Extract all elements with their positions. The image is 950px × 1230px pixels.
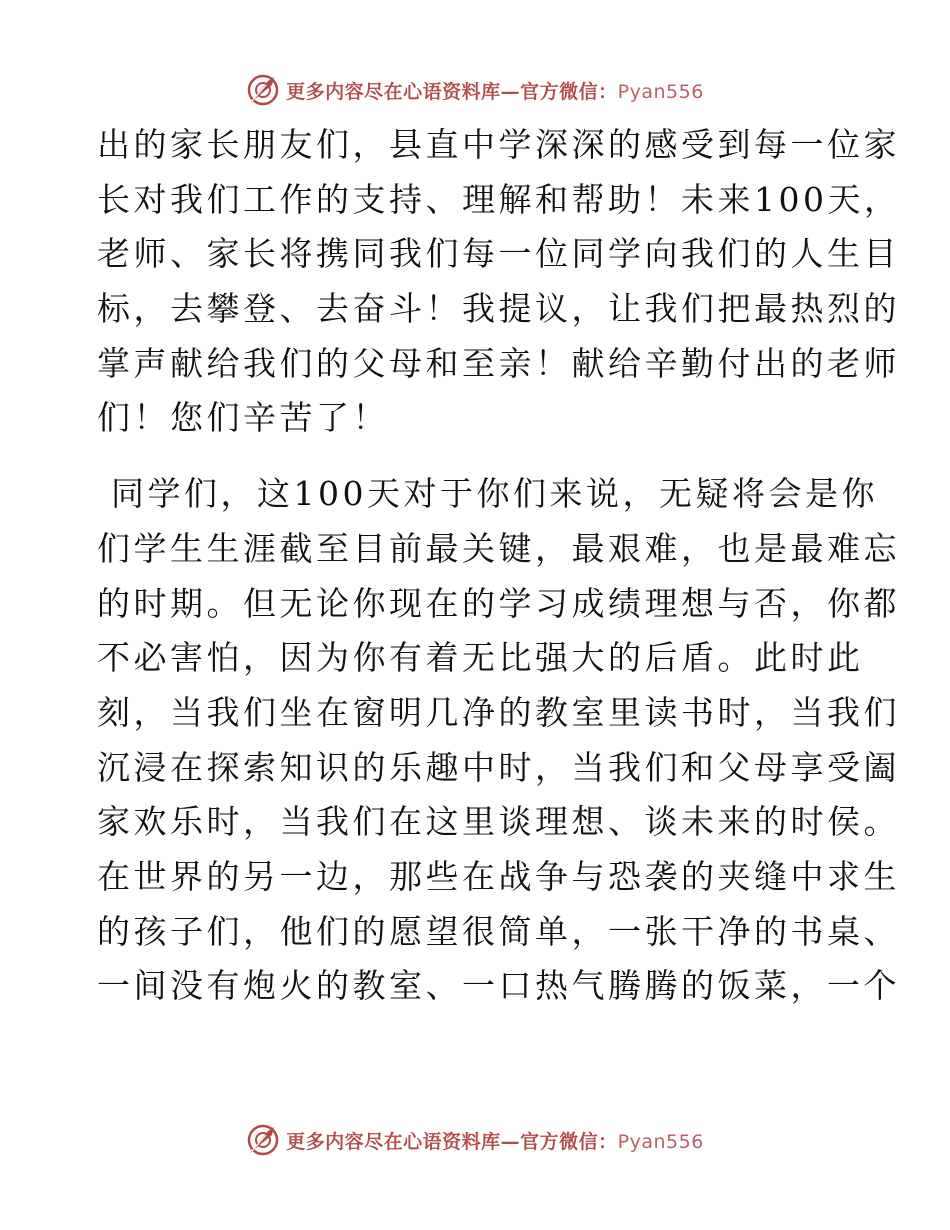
text-line: 一间没有炮火的教室、一口热气腾腾的饭菜，一个 — [97, 966, 900, 1006]
text-line: 标，去攀登、去奋斗！我提议，让我们把最热烈的 — [97, 289, 900, 329]
document-body — [97, 118, 901, 1014]
text-line: 老师、家长将携同我们每一位同学向我们的人生目 — [97, 234, 900, 274]
text-line: 出的家长朋友们，县直中学深深的感受到每一位家 — [97, 125, 900, 164]
text-line: 们学生生涯截至目前最关键，最艰难，也是最难忘 — [97, 528, 900, 568]
quill-logo-icon — [246, 73, 280, 107]
paragraph-1 — [97, 118, 901, 446]
header-banner — [0, 70, 950, 110]
text-line: 同学们，这100天对于你们来说，无疑将会是你 — [97, 474, 878, 514]
header-promo — [286, 77, 704, 104]
text-line: 们！您们辛苦了！ — [97, 398, 389, 438]
text-line: 在世界的另一边，那些在战争与恐袭的夹缝中求生 — [97, 856, 900, 896]
footer-promo — [286, 1127, 704, 1154]
text-line: 不必害怕，因为你有着无比强大的后盾。此时此 — [97, 638, 864, 678]
text-line: 刻，当我们坐在窗明几净的教室里读书时，当我们 — [97, 692, 900, 732]
footer-banner — [0, 1120, 950, 1160]
text-line: 沉浸在探索知识的乐趣中时，当我们和父母享受阖 — [97, 747, 900, 787]
text-line: 家欢乐时，当我们在这里谈理想、谈未来的时侯。 — [97, 802, 900, 842]
quill-logo-icon — [246, 1123, 280, 1157]
header-wechat-handle: Pyan556 — [617, 80, 704, 103]
text-line: 掌声献给我们的父母和至亲！献给辛勤付出的老师 — [97, 343, 900, 383]
text-line: 的时期。但无论你现在的学习成绩理想与否，你都 — [97, 583, 900, 623]
footer-promo-text: 更多内容尽在心语资料库—官方微信： — [286, 1130, 618, 1153]
header-promo-text: 更多内容尽在心语资料库—官方微信： — [286, 80, 618, 103]
text-line: 长对我们工作的支持、理解和帮助！未来100天， — [97, 179, 901, 219]
paragraph-2 — [97, 467, 900, 1014]
paragraph-spacer — [97, 446, 857, 467]
footer-wechat-handle: Pyan556 — [617, 1130, 704, 1153]
text-line: 的孩子们，他们的愿望很简单，一张干净的书桌、 — [97, 911, 900, 951]
